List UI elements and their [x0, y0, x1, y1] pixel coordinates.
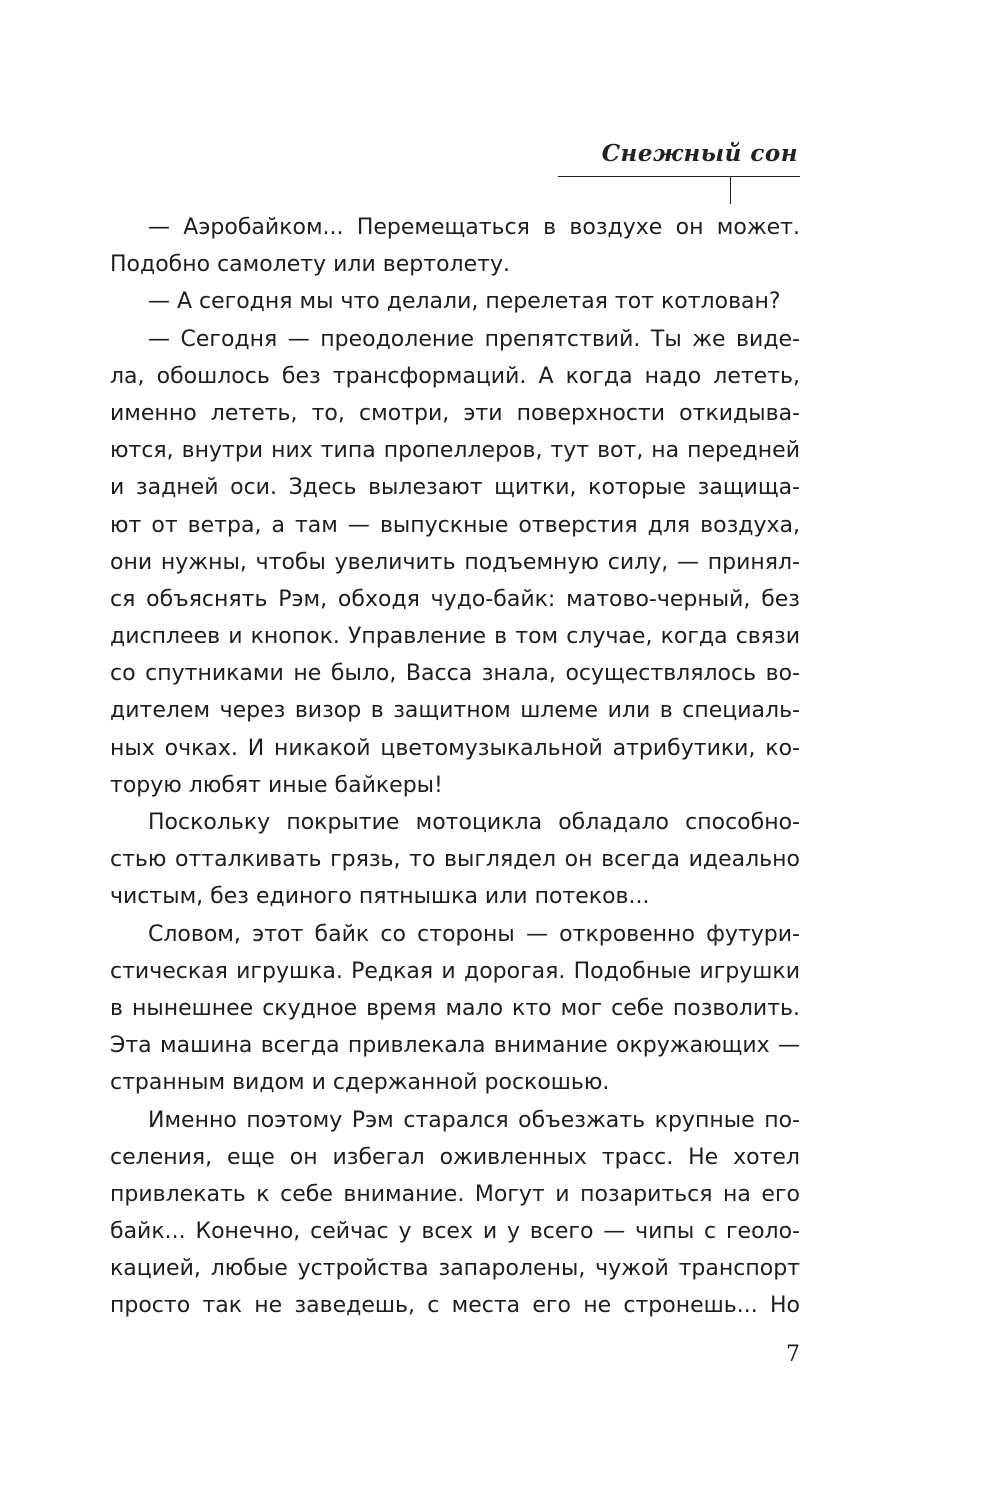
text-line: ются, внутри них типа пропеллеров, тут вот, на передней — [110, 438, 800, 464]
text-line: ют от ветра, а там — выпускные отверстия для воздуха, — [110, 512, 800, 538]
text-line: ла, обошлось без трансформаций. А когда надо лететь, — [110, 363, 800, 389]
text-line: стическая игрушка. Редкая и дорогая. Подобные игрушки — [110, 958, 800, 984]
text-line: кацией, любые устройства запаролены, чужой транспорт — [110, 1256, 800, 1282]
text-line: — Сегодня — преодоление препятствий. Ты же виде- — [148, 326, 800, 352]
text-line: в нынешнее скудное время мало кто мог себе позволить. — [110, 995, 800, 1021]
text-line: привлекать к себе внимание. Могут и позариться на его — [110, 1181, 800, 1207]
text-line: они нужны, чтобы увеличить подъемную силу, — принял- — [110, 549, 800, 575]
text-line: чистым, без единого пятнышка или потеков... — [110, 884, 650, 910]
text-line: байк... Конечно, сейчас у всех и у всего — чипы с геоло- — [110, 1219, 800, 1245]
text-line: просто так не заведешь, с места его не стронешь... Но — [110, 1293, 800, 1319]
text-line: торую любят иные байкеры! — [110, 772, 443, 798]
text-line: Подобно самолету или вертолету. — [110, 252, 510, 278]
text-line: дителем через визор в защитном шлеме или в специаль- — [110, 698, 800, 724]
text-line: Поскольку покрытие мотоцикла обладало способно- — [148, 810, 800, 835]
running-head: Снежный сон — [601, 140, 798, 167]
text-line: Именно поэтому Рэм старался объезжать крупные по- — [148, 1107, 800, 1133]
text-line: стью отталкивать грязь, то выглядел он всегда идеально — [110, 847, 800, 873]
text-line: селения, еще он избегал оживленных трасс. Не хотел — [110, 1144, 800, 1170]
text-line: и задней оси. Здесь вылезают щитки, которые защища- — [110, 475, 800, 501]
page-number: 7 — [786, 1342, 800, 1367]
text-line: дисплеев и кнопок. Управление в том случае, когда связи — [110, 624, 800, 650]
text-line: именно лететь, то, смотри, эти поверхности откидыва- — [110, 400, 800, 426]
header-rule-tick — [730, 176, 731, 204]
body-text — [110, 209, 800, 1325]
text-line: — А сегодня мы что делали, перелетая тот котлован? — [148, 289, 781, 315]
text-line: Эта машина всегда привлекала внимание окружающих — — [110, 1033, 800, 1059]
text-line: Словом, этот байк со стороны — откровенно футури- — [148, 921, 800, 947]
header-rule — [558, 176, 800, 177]
text-line: — Аэробайком... Перемещаться в воздухе он может. — [148, 215, 800, 240]
text-line: со спутниками не было, Васса знала, осуществлялось во- — [110, 661, 800, 687]
text-line: ся объяснять Рэм, обходя чудо-байк: матово-черный, без — [110, 586, 800, 612]
text-line: ных очках. И никакой цветомузыкальной атрибутики, ко- — [110, 735, 800, 761]
text-line: странным видом и сдержанной роскошью. — [110, 1070, 610, 1096]
